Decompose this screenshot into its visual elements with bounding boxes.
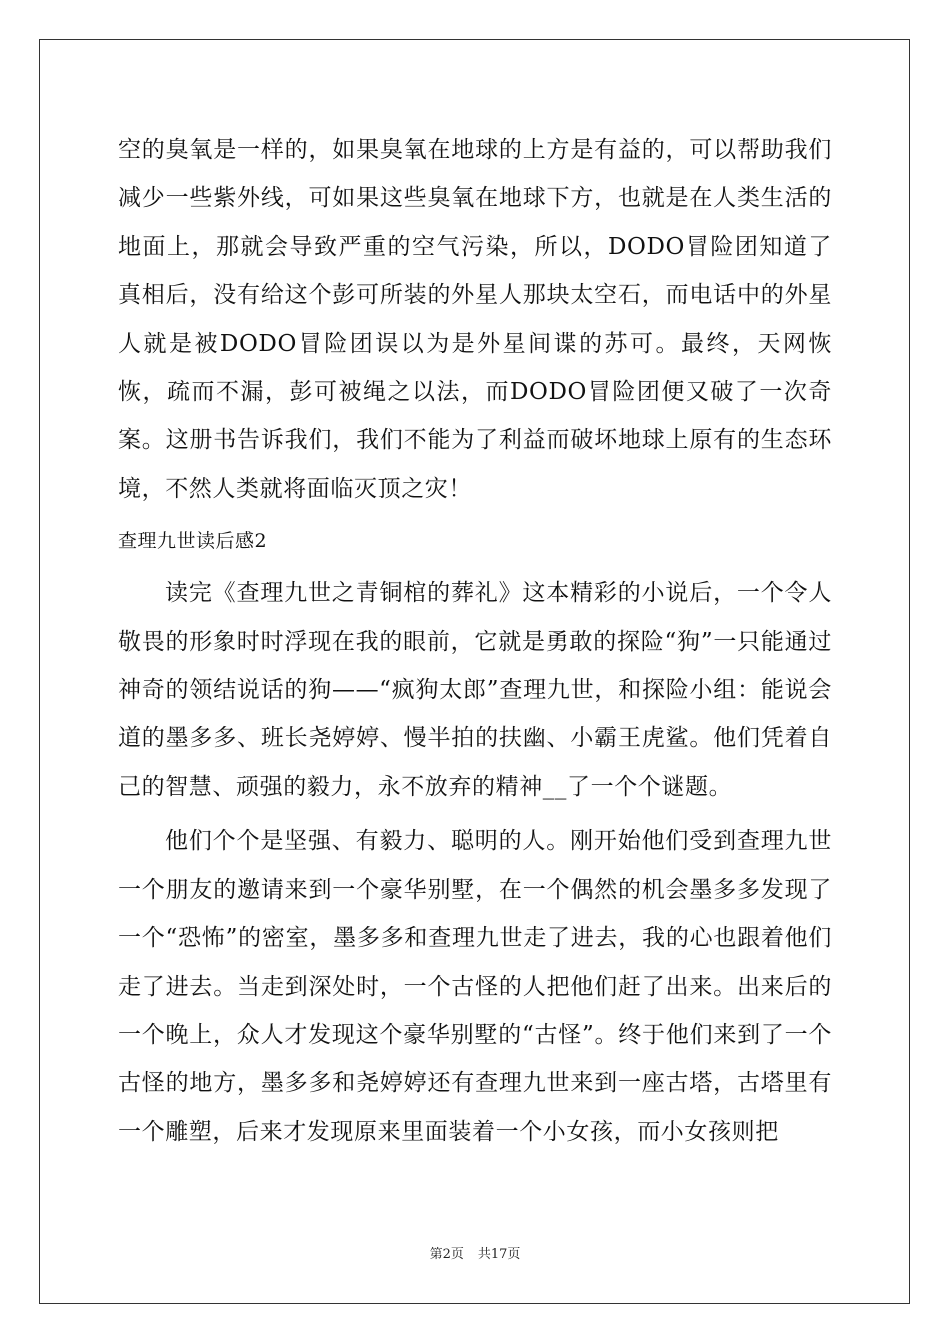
paragraph-review-intro: 读完《查理九世之青铜棺的葬礼》这本精彩的小说后，一个令人敬畏的形象时时浮现在我的眼前，它就是勇敢的探险“狗”一只能通过神奇的领结说话的狗——“疯狗太郎”查理九世，和探险小组：能说会道的墨多多、班长尧婷婷、慢半拍的扶幽、小霸王虎鲨。他们凭着自己的智慧、顽强的毅力，永不放弃的精神__了一个个谜题。 bbox=[118, 580, 832, 800]
page-number: 第2页 bbox=[429, 1247, 464, 1262]
page-footer bbox=[0, 1247, 950, 1263]
section-heading: 查理九世读后感2 bbox=[118, 530, 268, 553]
document-body bbox=[118, 126, 832, 1156]
paragraph-review-story: 他们个个是坚强、有毅力、聪明的人。刚开始他们受到查理九世一个朋友的邀请来到一个豪华别墅，在一个偶然的机会墨多多发现了一个“恐怖”的密室，墨多多和查理九世走了进去，我的心也跟着他们走了进去。当走到深处时，一个古怪的人把他们赶了出来。出来后的一个晚上，众人才发现这个豪华别墅的“古怪”。终于他们来到了一个古怪的地方，墨多多和尧婷婷还有查理九世来到一座古塔，古塔里有一个雕塑，后来才发现原来里面装着一个小女孩，而小女孩则把 bbox=[118, 828, 832, 1145]
paragraph-continuation: 空的臭氧是一样的，如果臭氧在地球的上方是有益的，可以帮助我们减少一些紫外线，可如果这些臭氧在地球下方，也就是在人类生活的地面上，那就会导致严重的空气污染，所以，DODO冒险团知道了真相后，没有给这个彭可所装的外星人那块太空石，而电话中的外星人就是被DODO冒险团误以为是外星间谍的苏可。最终，天网恢恢，疏而不漏，彭可被绳之以法，而DODO冒险团便又破了一次奇案。这册书告诉我们，我们不能为了利益而破坏地球上原有的生态环境，不然人类就将面临灭顶之灾！ bbox=[118, 137, 832, 502]
page-total: 共17页 bbox=[477, 1247, 521, 1262]
